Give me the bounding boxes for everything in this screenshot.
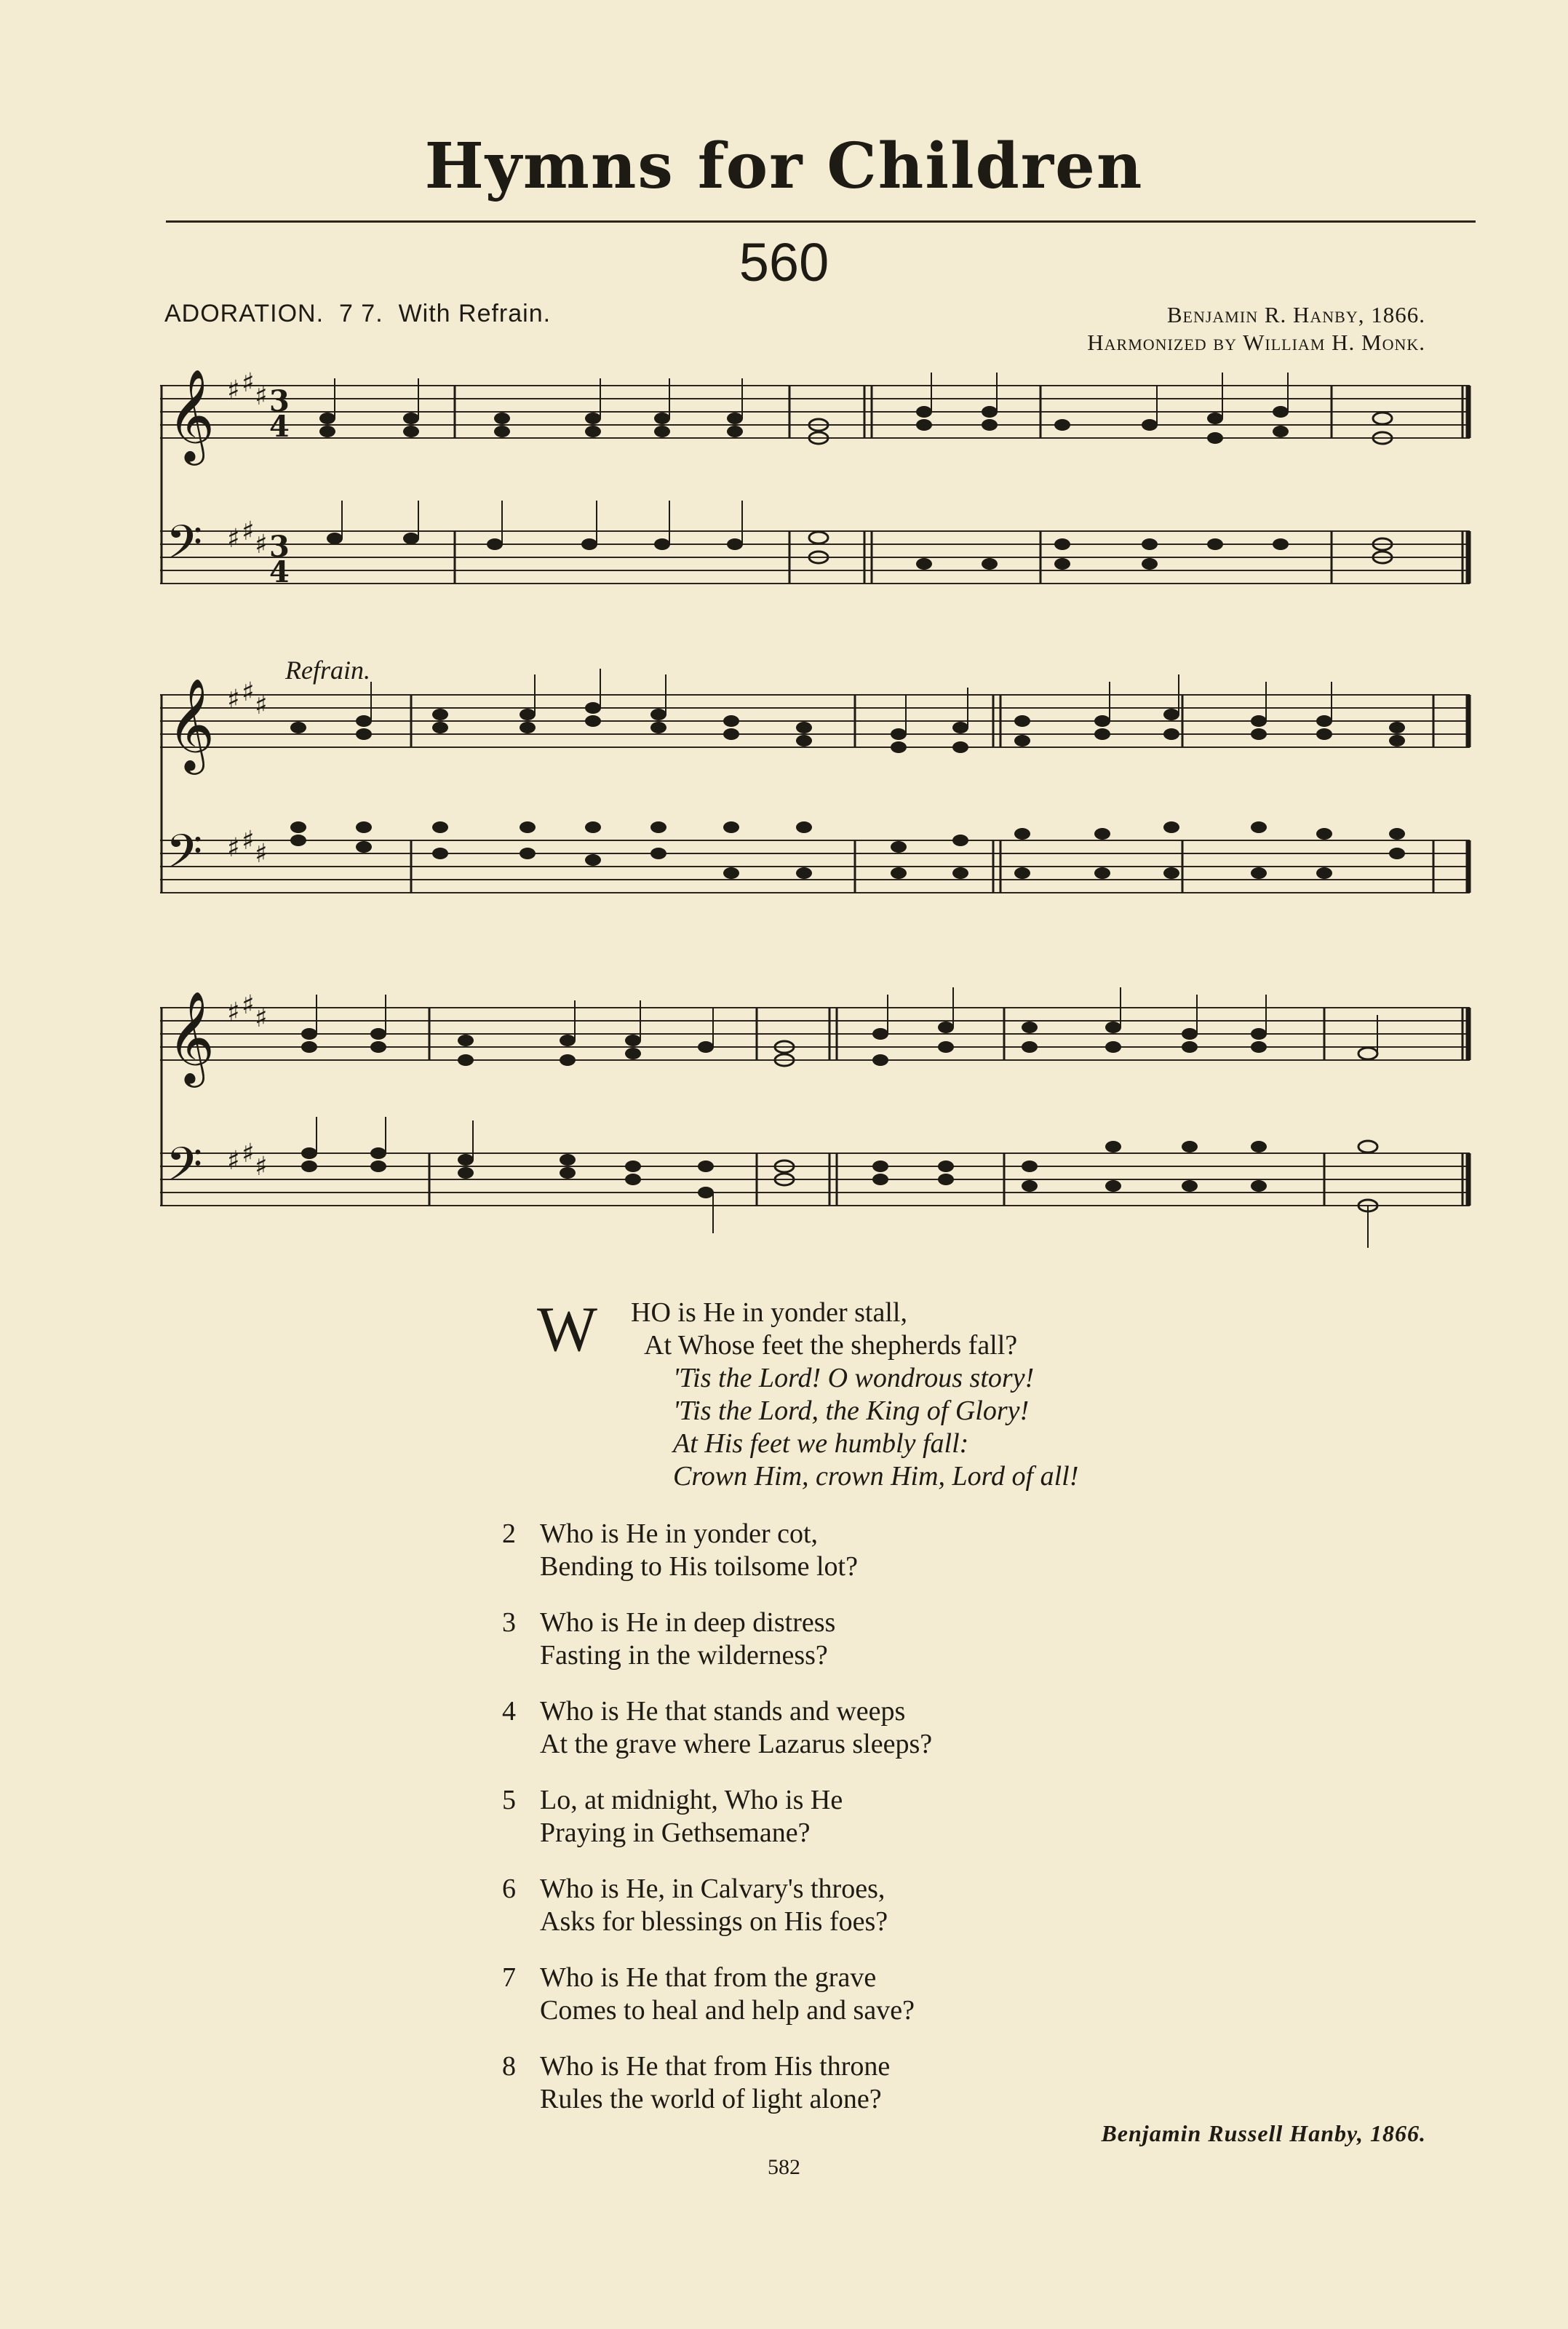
verse-number: 7 xyxy=(502,1962,516,1993)
svg-text:𝄢: 𝄢 xyxy=(166,825,203,891)
verse-line: Who is He in yonder cot, xyxy=(540,1518,819,1549)
verse-line: Who is He, in Calvary's throes, xyxy=(540,1874,886,1904)
verse xyxy=(502,1518,932,1583)
verse xyxy=(502,1607,932,1672)
svg-text:♯: ♯ xyxy=(242,517,255,546)
music-system-2 xyxy=(160,666,1481,935)
verse xyxy=(502,1962,932,2027)
svg-text:♯: ♯ xyxy=(227,375,240,405)
harmonizer-credit: Harmonized by William H. Monk. xyxy=(1087,330,1425,355)
verse-1-line: HO is He in yonder stall, xyxy=(631,1297,907,1328)
refrain-line: Crown Him, crown Him, Lord of all! xyxy=(673,1461,1079,1492)
verse xyxy=(502,1873,932,1938)
svg-text:♯: ♯ xyxy=(227,998,240,1027)
verse-number: 6 xyxy=(502,1874,516,1904)
verse xyxy=(502,1784,932,1850)
score-system-1 xyxy=(160,357,1481,626)
svg-text:4: 4 xyxy=(269,555,290,589)
verse-line: Who is He that from His throne xyxy=(540,2051,891,2082)
verse-number: 5 xyxy=(502,1785,516,1815)
refrain-line: At His feet we humbly fall: xyxy=(673,1428,969,1459)
verse-line: At the grave where Lazarus sleeps? xyxy=(540,1729,933,1759)
verse-line: Bending to His toilsome lot? xyxy=(540,1551,858,1582)
verse-line: Who is He in deep distress xyxy=(540,1607,836,1638)
refrain-line: 'Tis the Lord! O wondrous story! xyxy=(673,1363,1035,1393)
svg-text:♯: ♯ xyxy=(242,1139,255,1169)
verse-line: Comes to heal and help and save? xyxy=(540,1995,915,2026)
verse-line: Rules the world of light alone? xyxy=(540,2084,882,2114)
svg-text:3: 3 xyxy=(269,530,290,564)
refrain-line: 'Tis the Lord, the King of Glory! xyxy=(673,1396,1030,1426)
tune-name: ADORATION. xyxy=(164,300,325,327)
svg-text:♯: ♯ xyxy=(255,381,268,411)
svg-text:4: 4 xyxy=(269,410,290,444)
score-system-3 xyxy=(160,979,1481,1262)
credits xyxy=(1087,301,1425,357)
svg-text:𝄞: 𝄞 xyxy=(167,368,215,461)
verse-number: 8 xyxy=(502,2051,516,2082)
tune-meter: 7 7. xyxy=(338,300,383,327)
composer-credit: Benjamin R. Hanby, 1866. xyxy=(1166,302,1425,327)
svg-text:♯: ♯ xyxy=(227,685,240,714)
verse-line: Praying in Gethsemane? xyxy=(540,1818,811,1848)
verses-list xyxy=(502,1518,932,2139)
svg-text:♯: ♯ xyxy=(255,690,268,720)
svg-text:♯: ♯ xyxy=(255,530,268,560)
section-title: Hymns for Children xyxy=(424,130,1144,203)
score-system-2 xyxy=(160,666,1481,935)
author-signature: Benjamin Russell Hanby, 1866. xyxy=(1101,2120,1426,2146)
verse-number: 4 xyxy=(502,1696,516,1727)
svg-text:♯: ♯ xyxy=(242,677,255,707)
music-system-3 xyxy=(160,979,1481,1262)
verse-line: Asks for blessings on His foes? xyxy=(540,1906,888,1937)
svg-text:𝄞: 𝄞 xyxy=(167,990,215,1083)
tune-line xyxy=(164,300,551,328)
hymn-number: 560 xyxy=(739,232,829,292)
verse-line: Lo, at midnight, Who is He xyxy=(540,1785,843,1815)
verse xyxy=(502,2050,932,2116)
svg-text:♯: ♯ xyxy=(242,990,255,1020)
svg-text:♯: ♯ xyxy=(255,1152,268,1182)
svg-text:♯: ♯ xyxy=(227,1146,240,1176)
svg-text:♯: ♯ xyxy=(227,833,240,863)
svg-text:♯: ♯ xyxy=(242,826,255,856)
verse-line: Who is He that stands and weeps xyxy=(540,1696,906,1727)
verse xyxy=(502,1695,932,1761)
verse-number: 3 xyxy=(502,1607,516,1638)
svg-text:♯: ♯ xyxy=(255,839,268,869)
svg-text:3: 3 xyxy=(269,384,290,418)
svg-text:𝄢: 𝄢 xyxy=(166,516,203,581)
verse-1 xyxy=(537,1294,1079,1493)
svg-text:♯: ♯ xyxy=(227,524,240,554)
verse-1-line: At Whose feet the shepherds fall? xyxy=(644,1330,1018,1361)
verse-line: Who is He that from the grave xyxy=(540,1962,877,1993)
page-number: 582 xyxy=(768,2155,800,2179)
verse-line: Fasting in the wilderness? xyxy=(540,1640,828,1671)
title-rule xyxy=(166,220,1476,223)
svg-text:♯: ♯ xyxy=(242,368,255,398)
svg-text:𝄞: 𝄞 xyxy=(167,677,215,771)
drop-cap: W xyxy=(537,1294,598,1365)
refrain-label: Refrain. xyxy=(285,656,370,685)
music-system-1 xyxy=(160,357,1481,626)
svg-text:𝄢: 𝄢 xyxy=(166,1138,203,1203)
svg-text:♯: ♯ xyxy=(255,1003,268,1033)
verse-number: 2 xyxy=(502,1518,516,1549)
tune-note: With Refrain. xyxy=(398,300,552,327)
